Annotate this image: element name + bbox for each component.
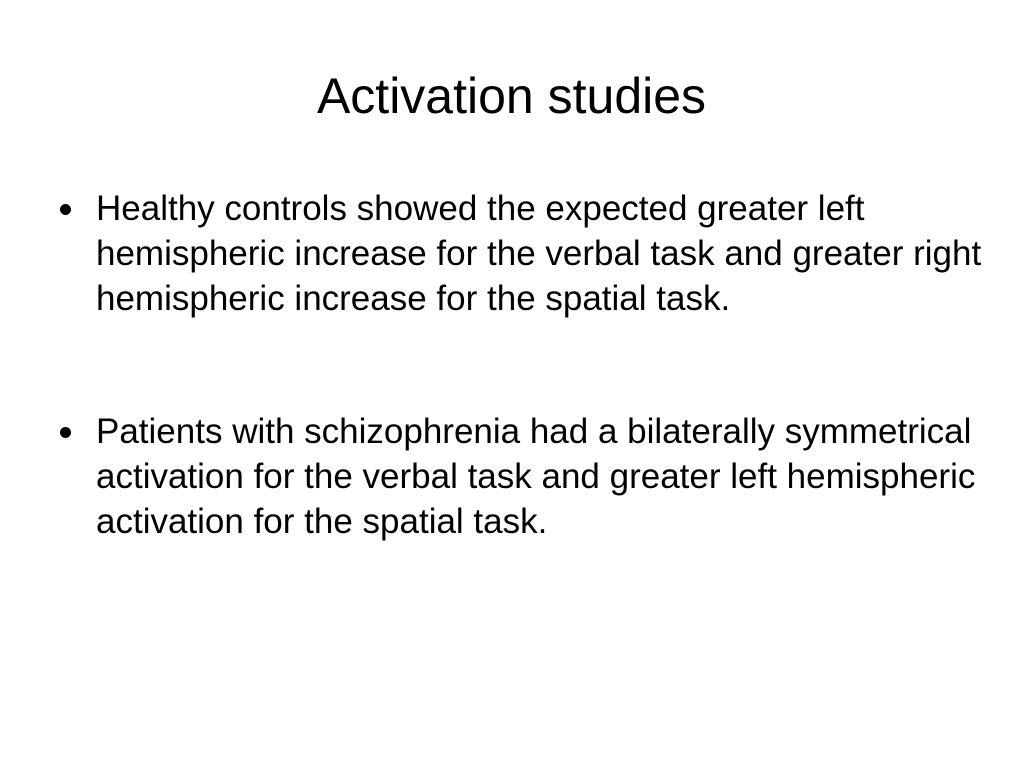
bullet-dot-icon bbox=[60, 427, 71, 438]
bullet-item bbox=[60, 186, 990, 321]
bullet-text: Patients with schizophrenia had a bilaterally symmetrical activation for the verbal task and greater left hemispheric activation for the spatial task. bbox=[96, 412, 976, 541]
bullet-list bbox=[60, 186, 990, 544]
bullet-item bbox=[60, 409, 990, 544]
slide-title: Activation studies bbox=[316, 68, 707, 124]
bullet-dot-icon bbox=[60, 204, 71, 215]
bullet-text: Healthy controls showed the expected greater left hemispheric increase for the verbal task and greater right hemispheric increase for the spatial task. bbox=[96, 189, 982, 318]
